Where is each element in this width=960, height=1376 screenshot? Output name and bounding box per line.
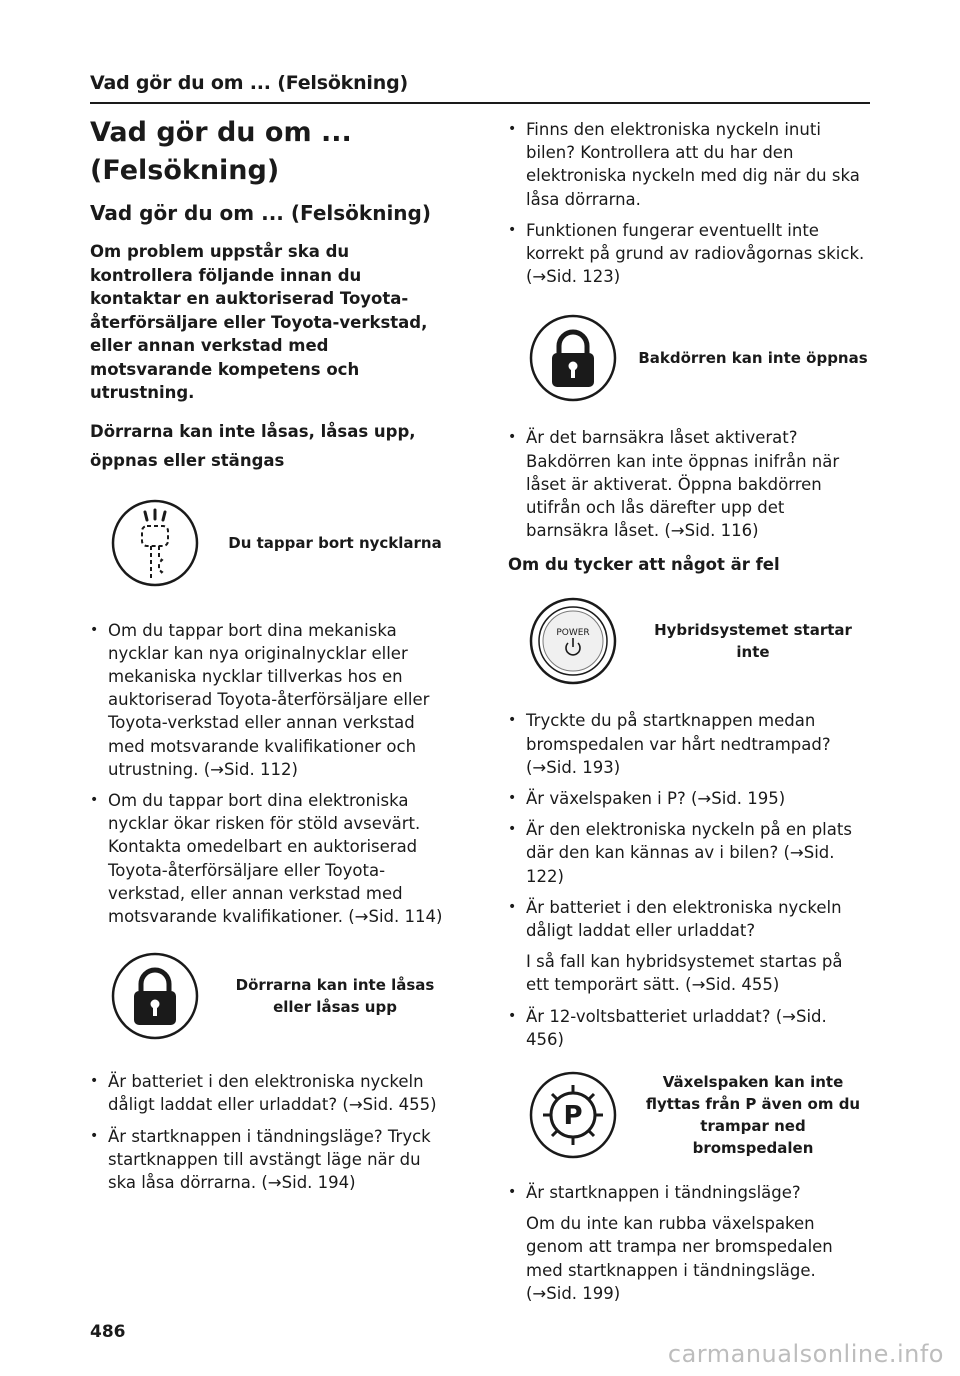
svg-text:P: P [563, 1101, 583, 1132]
doors-lock-row [90, 936, 450, 1056]
page-number: 486 [90, 1322, 126, 1342]
hybrid-list [508, 709, 868, 1051]
padlock-icon [508, 313, 638, 403]
right-column [508, 118, 868, 1313]
list-note: I så fall kan hybridsystemet startas på ett temporärt sätt. (→Sid. 455) [526, 952, 843, 995]
doors-heading: Dörrarna kan inte låsas, låsas upp, öppnas eller stängas [90, 421, 416, 470]
list-item: • Funktionen fungerar eventuellt inte korrekt på grund av radiovågornas skick. (→Sid. 123) [508, 219, 868, 289]
list-item: • Är startknappen i tändningsläge? [508, 1181, 868, 1204]
intro-paragraph: Om problem uppstår ska du kontrollera följande innan du kontaktar en auktoriserad Toyota-återförsäljare eller Toyota-verkstad, eller annan verkstad med motsvarande kompetens och utrustning. [90, 242, 428, 402]
list-item: • Är växelspaken i P? (→Sid. 195) [508, 787, 868, 810]
lost-key-icon [90, 498, 220, 588]
header-rule [90, 102, 870, 104]
power-button-icon [508, 596, 638, 686]
padlock-icon [90, 951, 220, 1041]
shift-row [508, 1059, 868, 1171]
left-column [90, 114, 450, 1202]
list-note: Om du inte kan rubba växelspaken genom att trampa ner bromspedalen med startknappen i tändningsläge. (→Sid. 199) [526, 1214, 833, 1303]
list-item: • Om du tappar bort dina elektroniska nycklar ökar risken för stöld avsevärt. Kontakta omedelbart en auktoriserad Toyota-återförsäljare eller Toyota-verkstad, eller annan verkstad med motsvarande kvalifikationer. (→Sid. 114) [90, 789, 450, 928]
page-title: Vad gör du om ... (Felsökning) [90, 117, 352, 186]
park-gear-icon [508, 1070, 638, 1160]
list-item: • Tryckte du på startknappen medan bromspedalen var hårt nedtrampad? (→Sid. 193) [508, 709, 868, 779]
list-item: • Är den elektroniska nyckeln på en plats där den kan kännas av i bilen? (→Sid. 122) [508, 818, 868, 888]
list-item: • Är startknappen i tändningsläge? Tryck startknappen till avstängt läge när du ska låsa dörrarna. (→Sid. 194) [90, 1125, 450, 1195]
hybrid-caption: Hybridsystemet startar inte [654, 621, 852, 662]
list-item: • Är batteriet i den elektroniska nyckeln dåligt laddat eller urladdat? (→Sid. 455) [90, 1070, 450, 1116]
section-title: Vad gör du om ... (Felsökning) [90, 201, 432, 225]
shift-list [508, 1181, 868, 1305]
lost-key-list [90, 619, 450, 929]
lost-key-row [90, 481, 450, 605]
svg-text:POWER: POWER [556, 628, 590, 639]
doors-lock-list [90, 1070, 450, 1194]
shift-caption: Växelspaken kan inte flyttas från P även om du trampar ned bromspedalen [645, 1073, 861, 1158]
list-item: • Är batteriet i den elektroniska nyckeln dåligt laddat eller urladdat? [508, 896, 868, 942]
list-item: • Finns den elektroniska nyckeln inuti bilen? Kontrollera att du har den elektroniska nyckeln med dig när du ska låsa dörrarna. [508, 118, 868, 211]
lost-key-caption: Du tappar bort nycklarna [228, 533, 442, 552]
hybrid-row [508, 585, 868, 697]
back-door-caption: Bakdörren kan inte öppnas [638, 349, 868, 368]
list-item: • Om du tappar bort dina mekaniska nycklar kan nya originalnycklar eller mekaniska nycklar tillverkas hos en auktoriserad Toyota-återförsäljare eller Toyota-verkstad eller annan verkstad med motsvarande kvalifikationer och utrustning. (→Sid. 112) [90, 619, 450, 781]
running-title: Vad gör du om ... (Felsökning) [90, 72, 408, 94]
problem-heading: Om du tycker att något är fel [508, 555, 780, 575]
list-item: • Är det barnsäkra låset aktiverat? Bakdörren kan inte öppnas inifrån när låset är aktiverat. Öppna bakdörren utifrån och lås därefter upp det barnsäkra låset. (→Sid. 116) [508, 426, 868, 542]
back-door-row [508, 296, 868, 420]
list-item: • Är 12-voltsbatteriet urladdat? (→Sid. 456) [508, 1005, 868, 1051]
watermark: carmanualsonline.info [667, 1340, 944, 1368]
doors-lock-caption: Dörrarna kan inte låsas eller låsas upp [235, 976, 435, 1017]
